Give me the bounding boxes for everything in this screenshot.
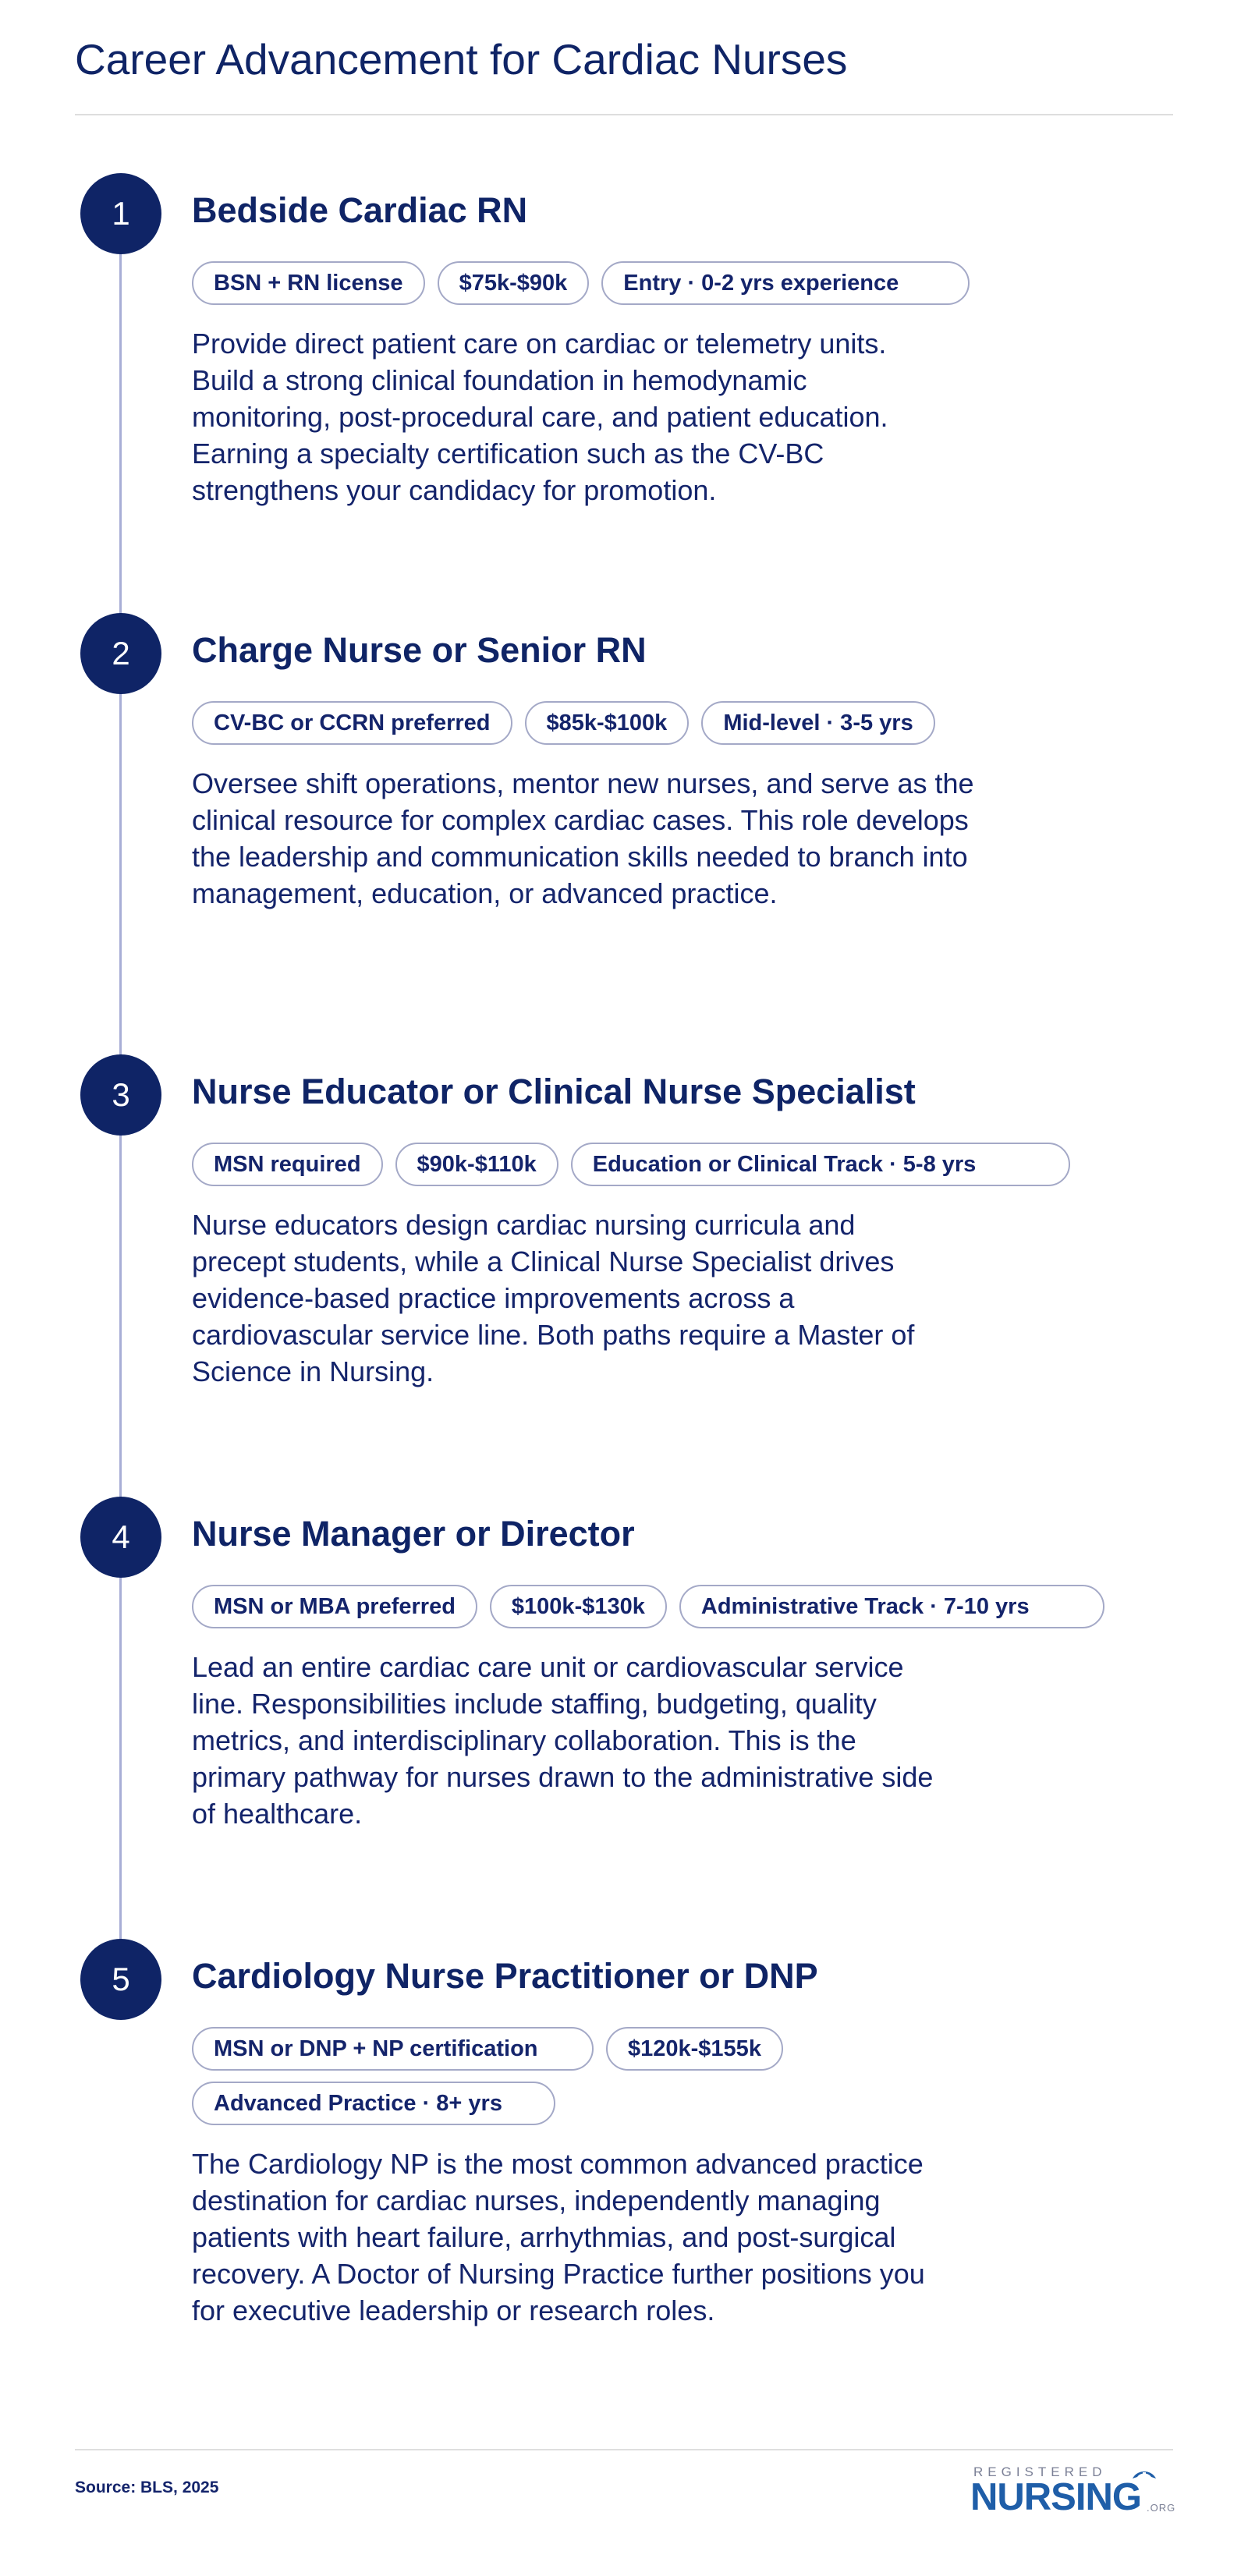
step-number-badge: 4 [80,1497,161,1578]
registered-nursing-logo [970,2464,1175,2519]
step-description: Nurse educators design cardiac nursing curricula and precept students, while a Clinical Nurse Specialist drives evidence-based practice improvements across a cardiovascular service line. Both paths require a Master of Science in Nursing. [192,1209,915,1387]
logo-nursing-text: NURSING [970,2476,1141,2518]
step-description: Oversee shift operations, mentor new nurses, and serve as the clinical resource for complex cardiac cases. This role develops the leadership and communication skills needed to branch into management, education, or advanced practice. [192,767,974,909]
logo-org-text: .ORG [1147,2502,1176,2514]
step-title: Nurse Educator or Clinical Nurse Specialist [192,1072,916,1111]
salary-tag: $100k-$130k [490,1585,667,1628]
step-number-badge: 3 [80,1054,161,1136]
footer-divider [75,2449,1173,2450]
step-title: Nurse Manager or Director [192,1514,635,1554]
experience-tag: Entry · 0-2 yrs experience [601,261,970,305]
source-note: Source: BLS, 2025 [75,2479,219,2496]
experience-tag: Administrative Track · 7-10 yrs [679,1585,1104,1628]
experience-tag: Mid-level · 3-5 yrs [701,701,934,745]
education-tag: MSN or MBA preferred [192,1585,477,1628]
logo-registered-text: REGISTERED [973,2464,1107,2479]
step-title: Charge Nurse or Senior RN [192,630,647,670]
page-title: Career Advancement for Cardiac Nurses [75,35,848,83]
step-title: Cardiology Nurse Practitioner or DNP [192,1956,818,1996]
salary-tag: $120k-$155k [606,2027,783,2071]
step-tags [192,2027,800,2125]
step-description: Provide direct patient care on cardiac or telemetry units. Build a strong clinical foundation in hemodynamic monitoring, post-procedural care, and patient education. Earning a specialty certification such as the CV-BC strengthens your candidacy for promotion. [192,328,888,506]
education-tag: MSN required [192,1143,383,1186]
education-tag: CV-BC or CCRN preferred [192,701,512,745]
title-divider [75,114,1173,115]
step-tags [192,1143,1175,1186]
experience-tag: Education or Clinical Track · 5-8 yrs [571,1143,1070,1186]
salary-tag: $75k-$90k [438,261,590,305]
step-tags [192,261,1175,305]
step-description: Lead an entire cardiac care unit or cardiovascular service line. Responsibilities include staffing, budgeting, quality metrics, and interdisciplinary collaboration. This is the primary pathway for nurses drawn to the administrative side of healthcare. [192,1651,934,1830]
step-tags [192,1585,1175,1628]
step-tags [192,701,1175,745]
step-description: The Cardiology NP is the most common advanced practice destination for cardiac nurses, independently managing patients with heart failure, arrhythmias, and post-surgical recovery. A Doctor of Nursing Practice further positions you for executive leadership or research roles. [192,2148,925,2326]
salary-tag: $90k-$110k [395,1143,558,1186]
salary-tag: $85k-$100k [525,701,690,745]
step-number-badge: 2 [80,613,161,694]
education-tag: BSN + RN license [192,261,425,305]
step-title: Bedside Cardiac RN [192,190,528,230]
education-tag: MSN or DNP + NP certification [192,2027,594,2071]
experience-tag: Advanced Practice · 8+ yrs [192,2082,555,2125]
step-number-badge: 1 [80,173,161,254]
step-number-badge: 5 [80,1939,161,2020]
